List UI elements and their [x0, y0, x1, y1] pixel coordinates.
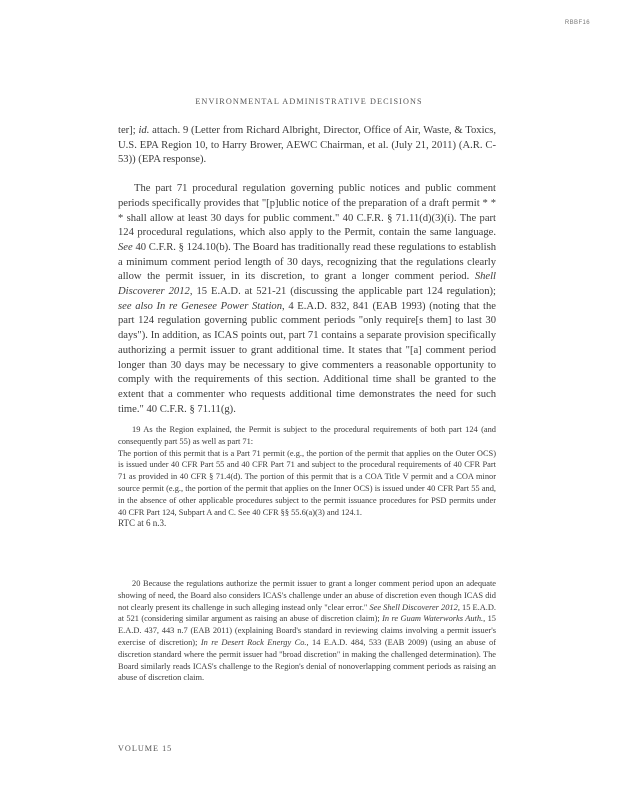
footnote-19-block-quote: The portion of this permit that is a Part 71 permit (e.g., the portion of the permit that applies on the Outer OCS) is issued under 40 CFR Part 55 and 40 CFR Part 71 and subject to the procedural requirements of 40 CFR Part 71 as provided in 40 CFR § 71.4(d). The portion of this permit that is a COA Title V permit and a COA minor source permit (e.g., the portion of the permit that applies on the Inner OCS) is issued under 40 CFR Part 55 and, in the absence of other applicable procedures subject to the permit issuance procedures for PSD permits under 40 CFR Part 124, Subpart A and C. See 40 CFR §§ 55.6(a)(3) and 124.1. — [118, 448, 496, 517]
paragraph-2: The part 71 procedural regulation governing public notices and public comment periods specifically provides that "[p]ublic notice of the preparation of a draft permit * * * shall allow at least 30 days for public comment." 40 C.F.R. § 71.11(d)(3)(i). The part 124 procedural regulations, which also apply to the Permit, contain the same language. See 40 C.F.R. § 124.10(b). The Board has traditionally read these regulations to establish a minimum comment period length of 30 days, recognizing that the regulations clearly allow the permit issuer, in its discretion, to grant a longer comment period. Shell Discoverer 2012, 15 E.A.D. at 521-21 (discussing the applicable part 124 regulation); see also In re Genesee Power Station, 4 E.A.D. 832, 841 (EAB 1993) (noting that the part 124 regulation governing public comment periods "only require[s them] to last 30 days"). In addition, as ICAS points out, part 71 contains a separate provision specifically authorizing a permit issuer to grant additional time. It states that "[a] comment period longer than 30 days may be necessary to give commenters a reasonable opportunity to comply with the requirements of this section. Additional time shall be granted to the extent that a commenter who requests additional time demonstrates the need for such time." 40 C.F.R. § 71.11(g). — [118, 183, 496, 415]
running-head: ENVIRONMENTAL ADMINISTRATIVE DECISIONS — [195, 97, 423, 106]
footnote-19-lead: 19 As the Region explained, the Permit is subject to the procedural requirements of both part 124 (and consequently part 55) as well as part 71: — [118, 425, 496, 446]
footnote-20 — [118, 578, 496, 684]
paragraph-1: ter]; id. attach. 9 (Letter from Richard Albright, Director, Office of Air, Waste, & Toxics, U.S. EPA Region 10, to Harry Brower, AEWC Chairman, et al. (July 21, 2011) (A.R. C-53)) (EPA response). — [118, 125, 496, 166]
footnote-19 — [118, 424, 496, 530]
footnote-19-citation: RTC at 6 n.3. — [118, 518, 167, 529]
page-id: RBBF16 — [564, 20, 590, 26]
footnote-20-text: 20 Because the regulations authorize the permit issuer to grant a longer comment period upon an adequate showing of need, the Board also considers ICAS's challenge under an abuse of discretion even though ICAS did not clearly present its challenge in such alleging instead only "clear error." See Shell Discoverer 2012, 15 E.A.D. at 521 (considering similar argument as raising an abuse of discretion claim); In re Guam Waterworks Auth., 15 E.A.D. 437, 443 n.7 (EAB 2011) (explaining Board's standard in reviewing claims involving a permit issuer's exercise of discretion); In re Desert Rock Energy Co., 14 E.A.D. 484, 533 (EAB 2009) (using an abuse of discretion standard where the permit issuer had "broad discretion" in making the challenged determination). The Board similarly reads ICAS's challenge to the Region's denial of nonoverlapping comment periods as raising an abuse of discretion claim. — [118, 579, 496, 683]
main-text — [118, 124, 496, 417]
volume-footer: VOLUME 15 — [118, 744, 173, 753]
